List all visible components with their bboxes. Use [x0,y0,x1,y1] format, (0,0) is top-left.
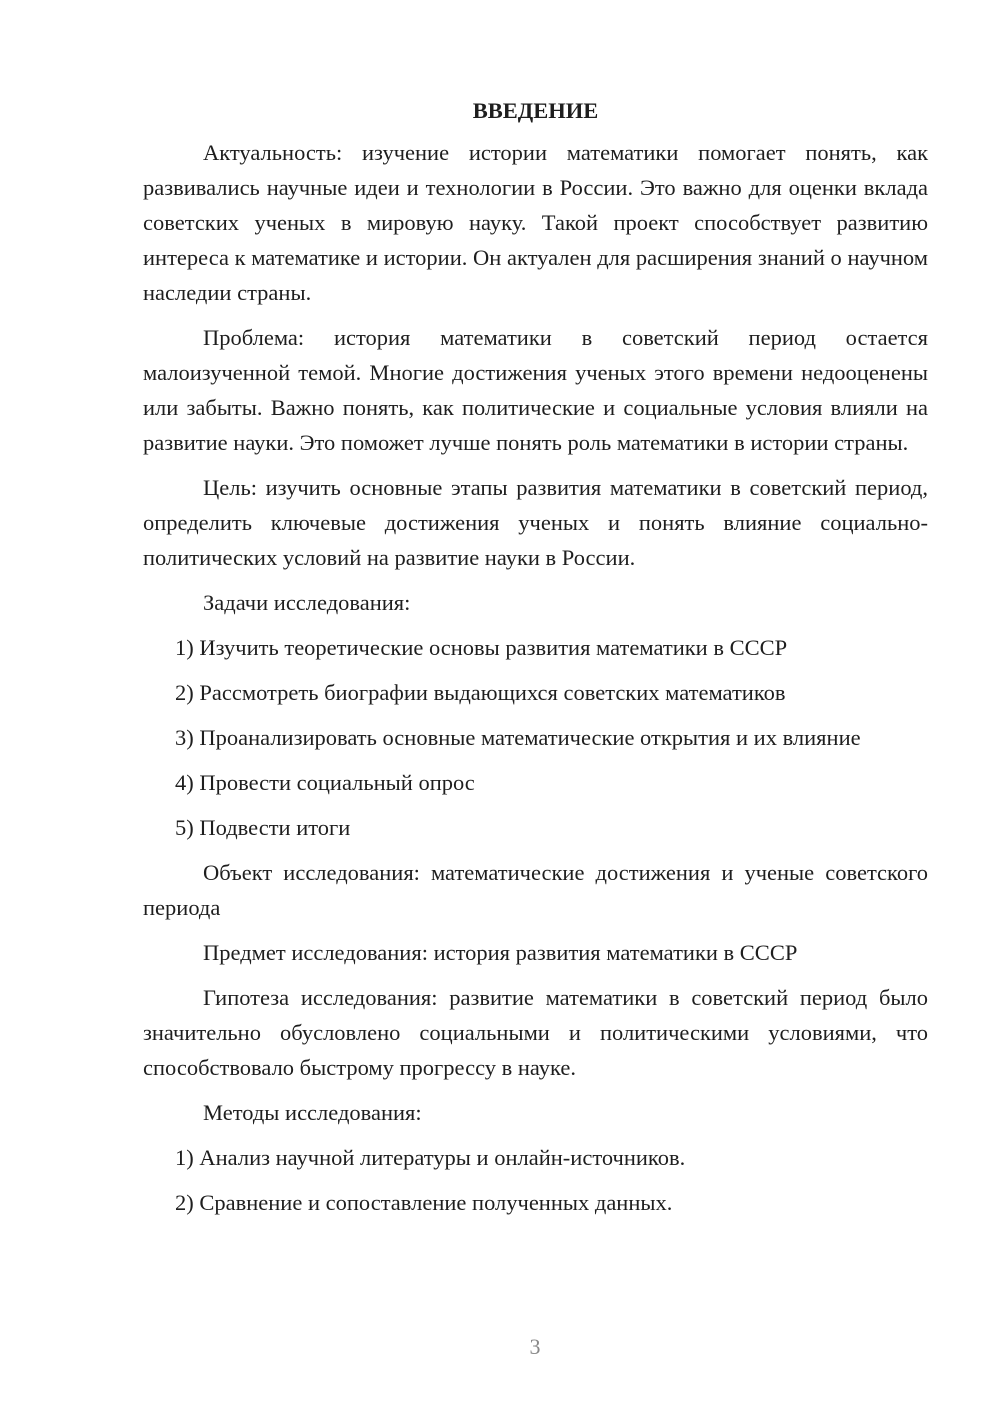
problem-paragraph: Проблема: история математики в советский период остается малоизученной темой. Многие достижения ученых этого времени недооценены или забыты. Важно понять, как политические и социальные условия влияли на развитие науки. Это поможет лучше понять роль математики в истории страны. [143,325,928,455]
methods-heading: Методы исследования: [203,1100,422,1125]
subject-paragraph: Предмет исследования: история развития математики в СССР [203,940,798,965]
section-title: ВВЕДЕНИЕ [472,98,599,123]
page-content [143,95,928,1220]
goal-paragraph: Цель: изучить основные этапы развития математики в советский период, определить ключевые достижения ученых и понять влияние социально-политических условий на развитие науки в России. [143,475,928,570]
tasks-heading: Задачи исследования: [203,590,411,615]
hypothesis-paragraph: Гипотеза исследования: развитие математики в советский период было значительно обусловлено социальными и политическими условиями, что способствовало быстрому прогрессу в науке. [143,985,928,1080]
task-item-3: 3) Проанализировать основные математические открытия и их влияние [175,725,861,750]
relevance-paragraph: Актуальность: изучение истории математики помогает понять, как развивались научные идеи и технологии в России. Это важно для оценки вклада советских ученых в мировую науку. Такой проект способствует развитию интереса к математике и истории. Он актуален для расширения знаний о научном наследии страны. [143,140,928,305]
task-item-4: 4) Провести социальный опрос [175,770,475,795]
task-item-1: 1) Изучить теоретические основы развития математики в СССР [175,635,788,660]
task-item-2: 2) Рассмотреть биографии выдающихся советских математиков [175,680,786,705]
task-item-5: 5) Подвести итоги [175,815,351,840]
method-item-1: 1) Анализ научной литературы и онлайн-источников. [175,1145,686,1170]
method-item-2: 2) Сравнение и сопоставление полученных данных. [175,1190,673,1215]
object-paragraph: Объект исследования: математические достижения и ученые советского периода [143,860,928,920]
page-number: 3 [529,1334,541,1359]
